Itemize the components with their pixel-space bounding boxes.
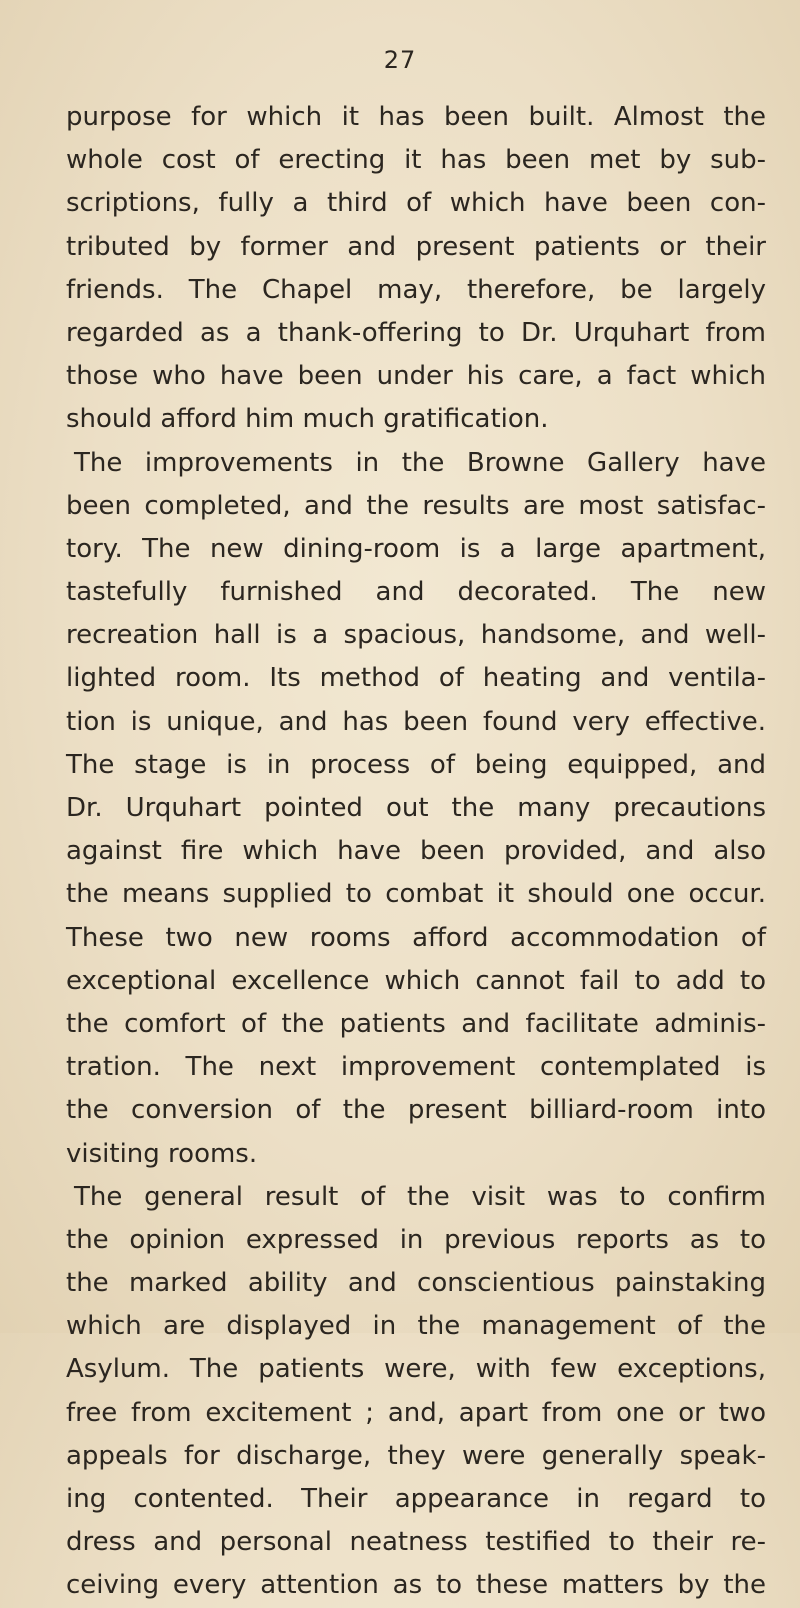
text-line: friends. The Chapel may, therefore, be largely <box>66 274 766 305</box>
text-line: tory. The new dining-room is a large apartment, <box>66 533 766 564</box>
text-line: tion is unique, and has been found very effective. <box>66 706 766 737</box>
text-line: The general result of the visit was to confirm <box>74 1181 766 1212</box>
text-line: the opinion expressed in previous reports as to <box>66 1224 766 1255</box>
text-line: ing contented. Their appearance in regard to <box>66 1484 766 1514</box>
text-line: regarded as a thank-offering to Dr. Urquhart from <box>66 317 766 348</box>
text-line: those who have been under his care, a fact which <box>66 361 766 392</box>
text-line: been completed, and the results are most satisfac- <box>66 490 766 521</box>
text-line: scriptions, fully a third of which have been con- <box>66 188 766 219</box>
text-line: purpose for which it has been built. Almost the <box>66 102 766 132</box>
text-line: visiting rooms. <box>66 1138 258 1169</box>
text-line: whole cost of erecting it has been met by sub- <box>66 145 766 176</box>
text-line: recreation hall is a spacious, handsome, and well- <box>66 620 766 651</box>
text-line: Dr. Urquhart pointed out the many precautions <box>66 793 766 823</box>
text-line: the conversion of the present billiard-room into <box>66 1095 766 1126</box>
text-line: should afford him much gratification. <box>66 404 549 435</box>
body-text <box>66 96 766 1608</box>
page-number: 27 <box>383 46 417 74</box>
text-line: tration. The next improvement contemplated is <box>66 1052 766 1083</box>
text-line: tributed by former and present patients or their <box>66 231 766 262</box>
text-line: free from excitement ; and, apart from one or two <box>66 1397 766 1428</box>
text-line: Asylum. The patients were, with few exceptions, <box>66 1354 766 1385</box>
text-line: exceptional excellence which cannot fail to add to <box>66 965 766 996</box>
text-line: The improvements in the Browne Gallery have <box>74 447 766 478</box>
text-line: lighted room. Its method of heating and ventila- <box>66 663 766 694</box>
text-line: against fire which have been provided, and also <box>66 836 766 867</box>
text-line: These two new rooms afford accommodation of <box>66 922 766 953</box>
text-line: tastefully furnished and decorated. The new <box>66 577 766 608</box>
text-line: appeals for discharge, they were generally speak- <box>66 1440 766 1471</box>
text-line: The stage is in process of being equipped, and <box>66 749 766 780</box>
text-line: which are displayed in the management of the <box>66 1311 766 1342</box>
text-line: dress and personal neatness testified to their re- <box>66 1527 766 1558</box>
text-line: ceiving every attention as to these matters by the <box>66 1570 766 1601</box>
text-line: the comfort of the patients and facilitate adminis- <box>66 1008 766 1039</box>
text-line: the means supplied to combat it should one occur. <box>66 879 766 910</box>
text-line: the marked ability and conscientious painstaking <box>66 1268 766 1299</box>
